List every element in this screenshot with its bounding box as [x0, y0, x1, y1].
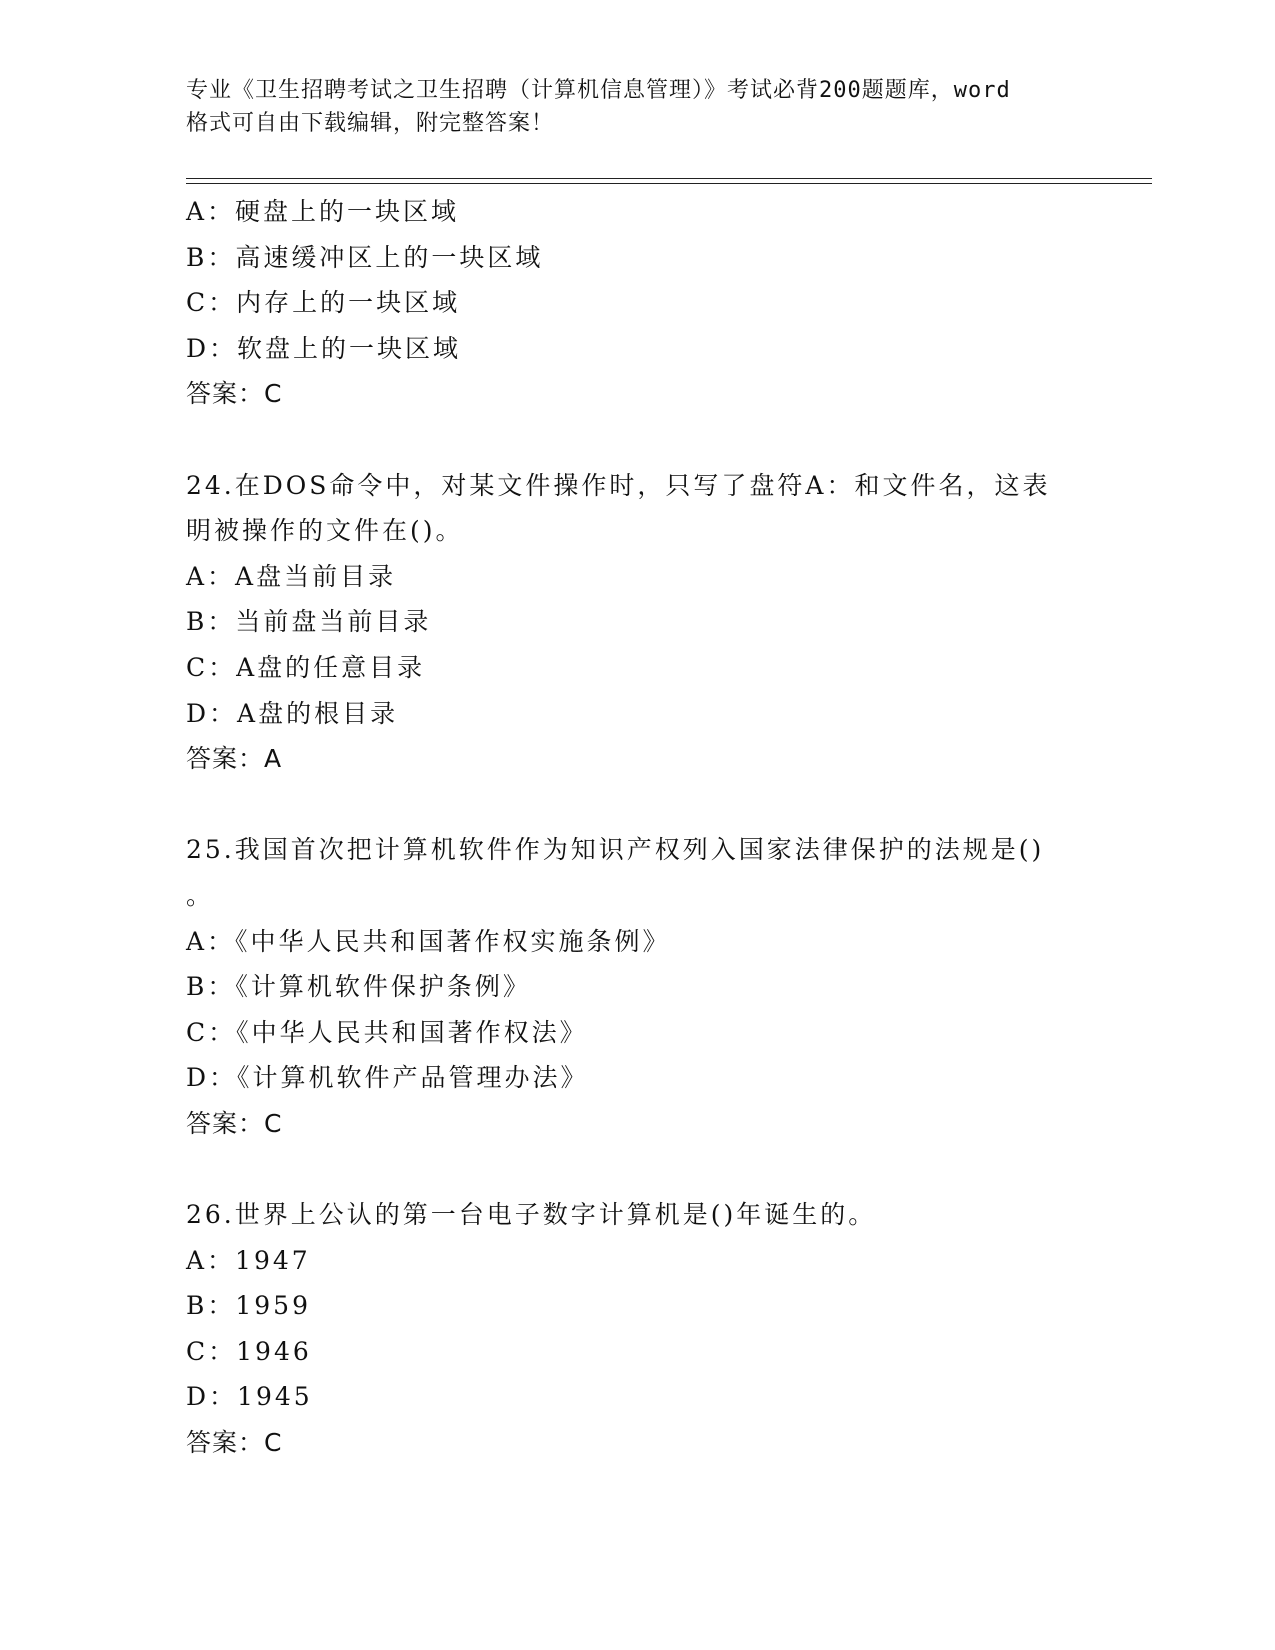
question-text-line-1: 25.我国首次把计算机软件作为知识产权列入国家法律保护的法规是() [186, 835, 1045, 865]
answer-line: 答案：A [186, 744, 283, 774]
option-c: C：《中华人民共和国著作权法》 [186, 1017, 588, 1047]
option-d: D：软盘上的一块区域 [186, 333, 462, 363]
header-line-2: 格式可自由下载编辑，附完整答案！ [186, 111, 555, 136]
question-block-25 [186, 827, 1086, 1146]
option-b: B：当前盘当前目录 [186, 607, 432, 637]
header-line-1: 专业《卫生招聘考试之卫生招聘（计算机信息管理）》考试必背200题题库，word [186, 78, 1011, 103]
header-divider-bottom [186, 183, 1152, 184]
option-a: A：硬盘上的一块区域 [186, 197, 460, 226]
option-a: A：1947 [186, 1245, 311, 1275]
question-text-line-2: 。 [186, 880, 215, 910]
option-b: B：高速缓冲区上的一块区域 [186, 242, 544, 272]
answer-line: 答案：C [186, 379, 283, 409]
question-block-23 [186, 189, 1086, 417]
option-b: B：《计算机软件保护条例》 [186, 972, 531, 1002]
question-text-line-2: 明被操作的文件在()。 [186, 516, 464, 546]
question-text-line-1: 26.世界上公认的第一台电子数字计算机是()年诞生的。 [186, 1200, 877, 1230]
question-block-26 [186, 1192, 1086, 1466]
option-a: A：《中华人民共和国著作权实施条例》 [186, 926, 671, 956]
option-d: D：1945 [186, 1382, 313, 1412]
header-divider-top [186, 178, 1152, 179]
option-c: C：A盘的任意目录 [186, 652, 426, 682]
document-header [186, 74, 1086, 140]
question-block-24 [186, 463, 1086, 782]
option-c: C：内存上的一块区域 [186, 288, 461, 318]
question-text-line-1: 24.在DOS命令中，对某文件操作时，只写了盘符A：和文件名，这表 [186, 470, 1051, 500]
option-b: B：1959 [186, 1291, 311, 1321]
option-d: D：《计算机软件产品管理办法》 [186, 1063, 589, 1093]
question-list [186, 189, 1086, 1466]
answer-line: 答案：C [186, 1428, 283, 1458]
option-a: A：A盘当前目录 [186, 561, 397, 591]
option-d: D：A盘的根目录 [186, 698, 399, 728]
option-c: C：1946 [186, 1336, 312, 1366]
answer-line: 答案：C [186, 1108, 283, 1138]
